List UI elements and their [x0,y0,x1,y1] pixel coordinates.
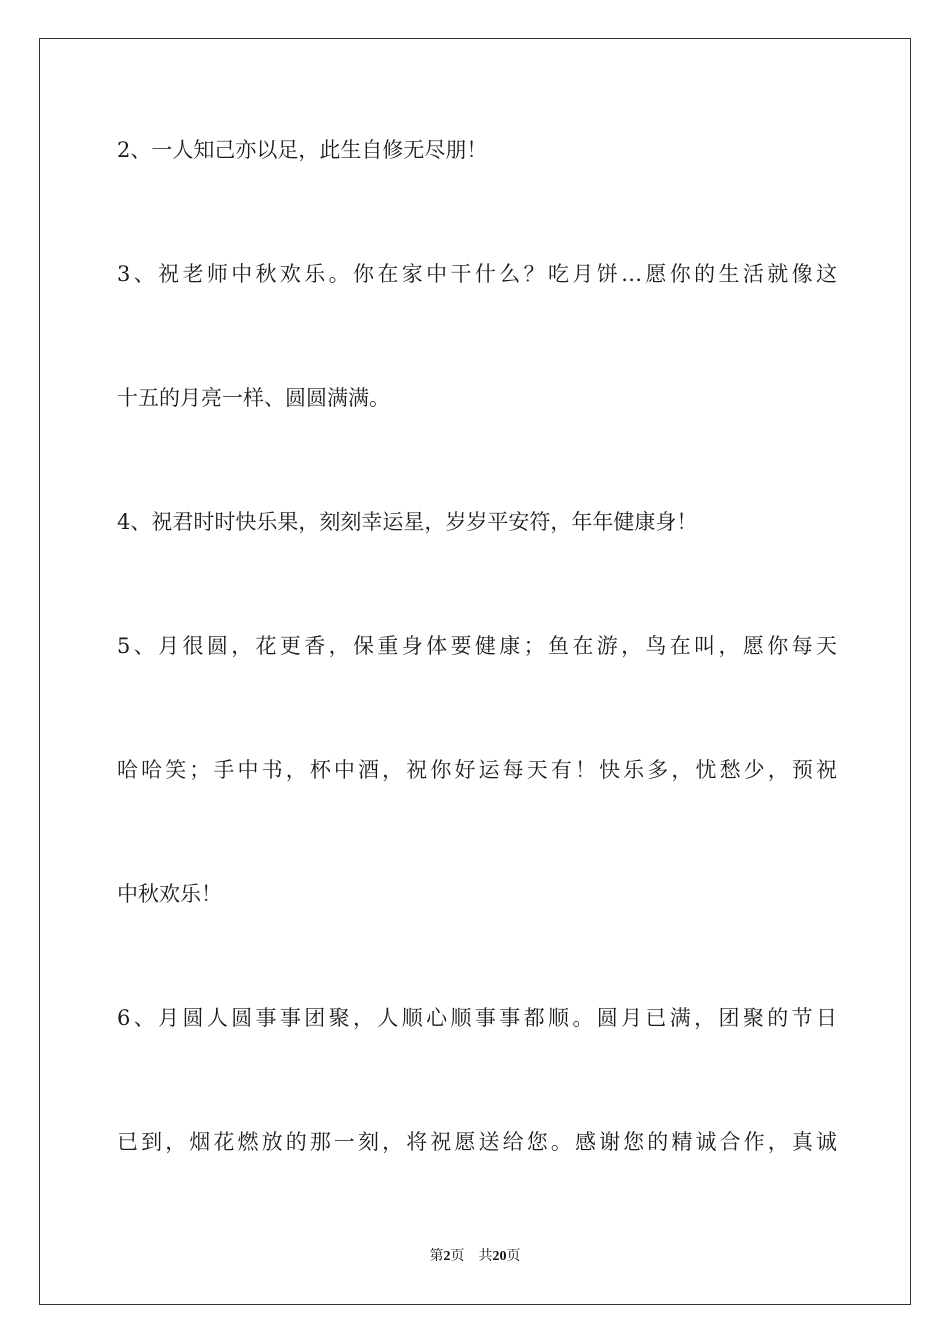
paragraph-line-3: 十五的月亮一样、圆圆满满。 [117,386,390,410]
page-footer [0,1248,950,1266]
paragraph-line-6: 哈哈笑；手中书，杯中酒，祝你好运每天有！快乐多，忧愁少，预祝 [117,758,837,782]
footer-page-number: 2 [443,1249,451,1264]
paragraph-line-1: 2、一人知己亦以足，此生自修无尽朋！ [117,138,488,162]
paragraph-line-7: 中秋欢乐！ [117,882,222,906]
paragraph-line-2: 3、祝老师中秋欢乐。你在家中干什么？吃月饼…愿你的生活就像这 [117,262,837,286]
paragraph-line-9: 已到，烟花燃放的那一刻，将祝愿送给您。感谢您的精诚合作，真诚 [117,1130,837,1154]
paragraph-line-5: 5、月很圆，花更香，保重身体要健康；鱼在游，鸟在叫，愿你每天 [117,634,837,658]
paragraph-line-4: 4、祝君时时快乐果，刻刻幸运星，岁岁平安符，年年健康身！ [117,510,698,534]
footer-total-pages: 20 [492,1249,507,1264]
footer-page-suffix: 页 [450,1249,465,1264]
footer-total-suffix: 页 [506,1249,521,1264]
footer-total-prefix: 共 [478,1249,493,1264]
footer-page-prefix: 第 [429,1249,444,1264]
page-border [39,38,911,1305]
paragraph-line-8: 6、月圆人圆事事团聚，人顺心顺事事都顺。圆月已满，团聚的节日 [117,1006,837,1030]
